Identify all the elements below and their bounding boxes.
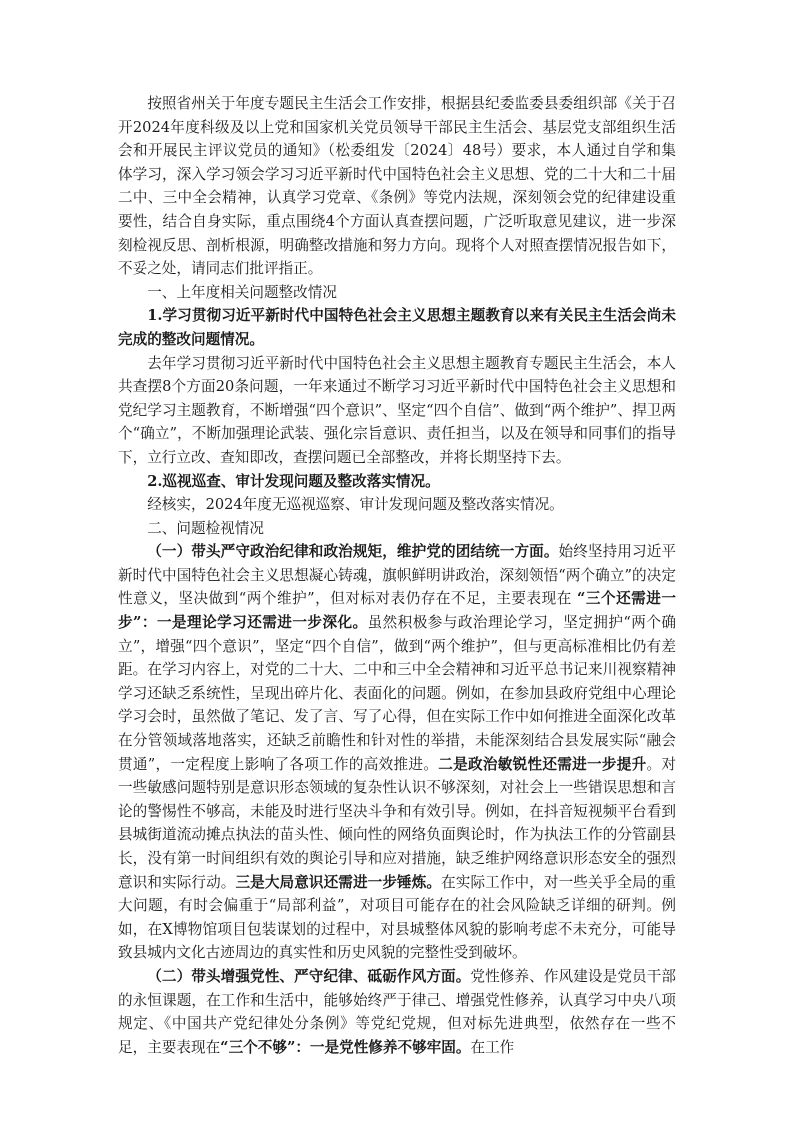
text-run: 在工作 <box>470 1038 515 1056</box>
bold-run: 二是政治敏锐性还需进一步提升 <box>438 755 647 773</box>
subsection-heading-1-1: 1.学习贯彻习近平新时代中国特色社会主义思想主题教育以来有关民主生活会尚未完成的整改问题情况。 <box>118 307 676 348</box>
document-body <box>118 92 676 1059</box>
paragraph-1-2: 经核实，2024年度无巡视巡察、审计发现问题及整改落实情况。 <box>147 496 564 514</box>
text-run: 在实际工作中，对一些关乎全局的重大问题，有时会偏重于“局部利益”，对项目可能存在的社会风险缺乏详细的研判。例如，在X博物馆项目包装谋划的过程中，对县城整体风貌的影响考虑不未充分，可能导致县城内文化古迹周边的真实性和历史风貌的完整性受到破坏。 <box>118 873 676 962</box>
paragraph-2-1 <box>118 540 676 965</box>
item-lead-2-1: （一）带头严守政治纪律和政治规矩，维护党的团结统一方面。 <box>147 543 559 561</box>
section-heading-2: 二、问题检视情况 <box>147 519 264 537</box>
text-run: 党性修养、作风建设是党员干部的永恒课题，在工作和生活中，能够始终严于律己、增强党性修养，认真学习中央八项规定、《中国共产党纪律处分条例》等党纪党规，但对标先进典型，依然存在一些不足，主要表现在 <box>118 967 676 1056</box>
subsection-heading-1-2: 2.巡视巡查、审计发现问题及整改落实情况。 <box>147 472 440 490</box>
text-run: 虽然积极参与政治理论学习，坚定拥护“两个确立”，增强“四个意识”，坚定“四个自信”，做到“两个维护”，但与更高标准相比仍有差距。在学习内容上，对党的二十大、二中和三中全会精神和习近平总书记来川视察精神学习还缺乏系统性，呈现出碎片化、表面化的问题。例如，在参加县政府党组中心理论学习会时，虽然做了笔记、发了言、写了心得，但在实际工作中如何推进全面深化改革在分管领域落地落实，还缺乏前瞻性和针对性的举措，未能深刻结合县发展实际“融会贯通”，一定程度上影响了各项工作的高效推进。 <box>118 614 676 773</box>
intro-paragraph: 按照省州关于年度专题民主生活会工作安排，根据县纪委监委县委组织部《关于召开2024年度科级及以上党和国家机关党员领导干部民主生活会、基层党支部组织生活会和开展民主评议党员的通知》（松委组发〔2024〕48号）要求，本人通过自学和集体学习，深入学习领会学习习近平新时代中国特色社会主义思想、党的二十大和二十届二中、三中全会精神，认真学习党章、《条例》等党内法规，深刻领会党的纪律建设重要性，结合自身实际，重点围绕4个方面认真查摆问题，广泛听取意见建议，进一步深刻检视反思、剖析根源，明确整改措施和努力方向。现将个人对照查摆情况报告如下，不妥之处，请同志们批评指正。 <box>118 95 676 278</box>
text-run: 。对一些敏感问题特别是意识形态领域的复杂性认识不够深刻，对社会上一些错误思想和言论的警惕性不够高，未能及时进行坚决斗争和有效引导。例如，在抖音短视频平台看到县城街道流动摊点执法的苗头性、倾向性的网络负面舆论时，作为执法工作的分管副县长，没有第一时间组织有效的舆论引导和应对措施，缺乏维护网络意识形态安全的强烈意识和实际行动。 <box>118 755 676 891</box>
bold-run: 三是大局意识还需进一步锤炼。 <box>235 873 442 891</box>
text-run: 始终坚持用习近平新时代中国特色社会主义思想凝心铸魂，旗帜鲜明讲政治，深刻领悟“两个确立”的决定性意义，坚决做到“两个维护”，但对标对表仍存在不足，主要表现在 <box>118 543 676 608</box>
bold-run: “三个不够”：一是党性修养不够牢固。 <box>220 1038 471 1056</box>
paragraph-2-2 <box>118 965 676 1059</box>
bold-run: “三个还需进一步”：一是理论学习还需进一步深化。 <box>118 590 676 632</box>
section-heading-1: 一、上年度相关问题整改情况 <box>147 283 337 301</box>
paragraph-1-1: 去年学习贯彻习近平新时代中国特色社会主义思想主题教育专题民主生活会，本人共查摆8个方面20条问题，一年来通过不断学习习近平新时代中国特色社会主义思想和党纪学习主题教育，不断增强“四个意识”、坚定“四个自信”、做到“两个维护”、捍卫两个“确立”，不断加强理论武装、强化宗旨意识、责任担当，以及在领导和同事们的指导下，立行立改、查知即改，查摆问题已全部整改，并将长期坚持下去。 <box>118 354 676 466</box>
item-lead-2-2: （二）带头增强党性、严守纪律、砥砺作风方面。 <box>147 967 471 985</box>
